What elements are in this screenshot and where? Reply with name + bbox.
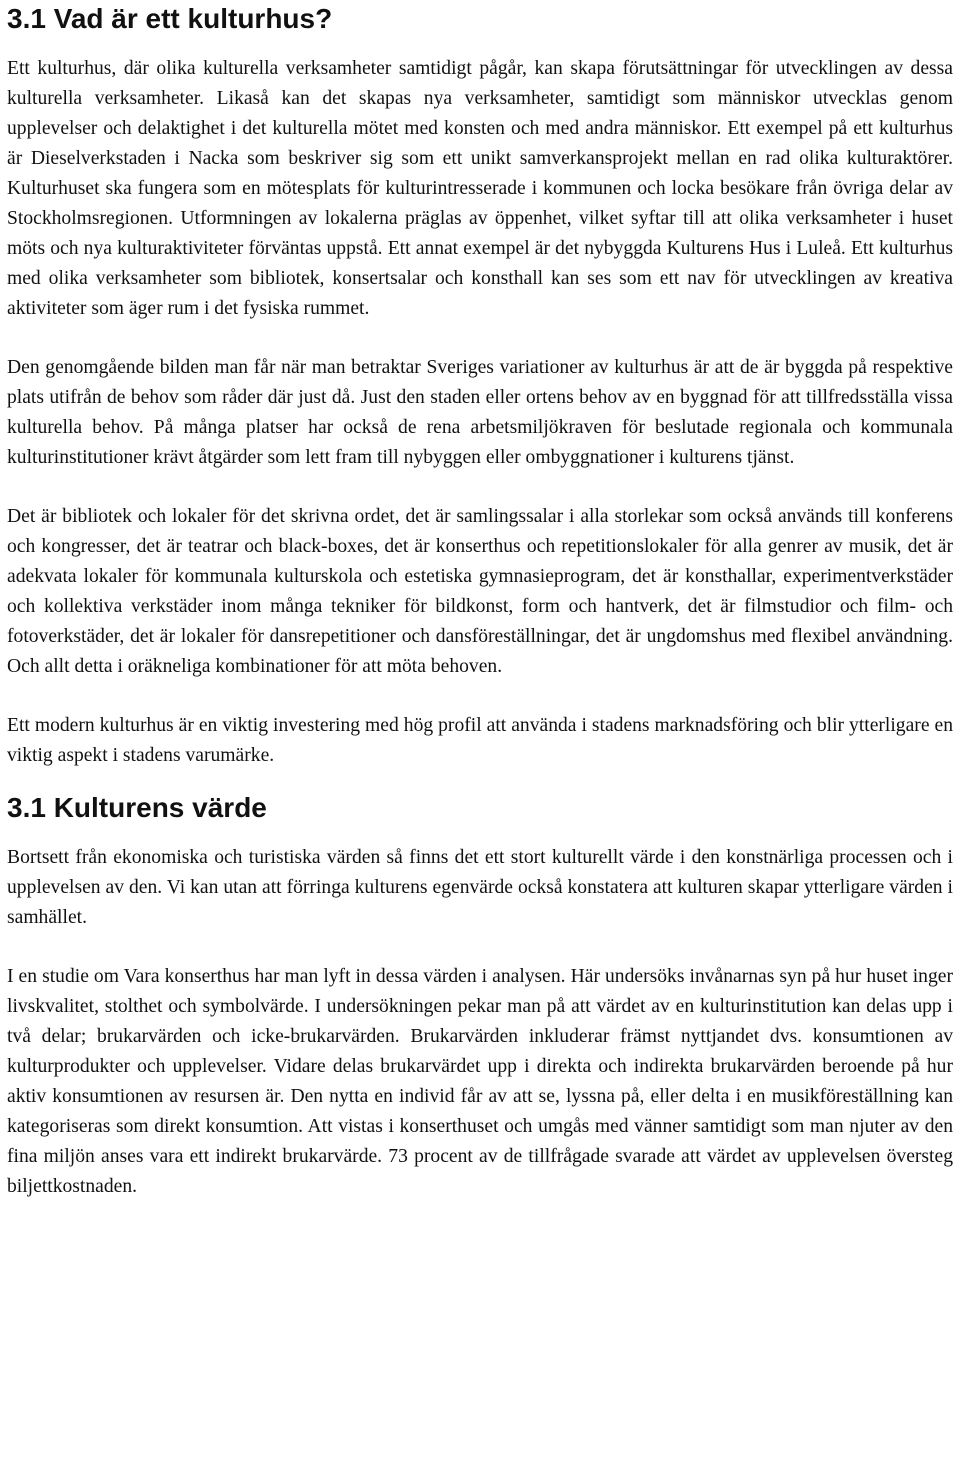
document-page xyxy=(7,0,953,1202)
body-paragraph: I en studie om Vara konserthus har man lyft in dessa värden i analysen. Här undersöks invånarnas syn på hur huset inger livskvalitet, stolthet och symbolvärde. I undersökningen pekar man på att värdet av en kulturinstitution kan delas upp i två delar; brukarvärden och icke-brukarvärden. Brukarvärden inkluderar främst nyttjandet dvs. konsumtionen av kulturprodukter och upplevelser. Vidare delas brukarvärdet upp i direkta och indirekta brukarvärden beroende på hur aktiv konsumtionen av resursen är. Den nytta en individ får av att se, lyssna på, eller delta i en musikföreställning kan kategoriseras som direkt konsumtion. Att vistas i konserthuset och umgås med vänner samtidigt som man njuter av den fina miljön anses vara ett indirekt brukarvärde. 73 procent av de tillfrågade svarade att värdet av upplevelsen översteg biljettkostnaden. xyxy=(7,966,953,1197)
section-heading: 3.1 Vad är ett kulturhus? xyxy=(7,3,333,34)
body-paragraph: Bortsett från ekonomiska och turistiska värden så finns det ett stort kulturellt värde i den konstnärliga processen och i upplevelsen av den. Vi kan utan att förringa kulturens egenvärde också konstatera att kulturen skapar ytterligare värden i samhället. xyxy=(7,847,953,928)
section-heading: 3.1 Kulturens värde xyxy=(7,792,267,823)
body-paragraph: Ett modern kulturhus är en viktig investering med hög profil att använda i stadens marknadsföring och blir ytterligare en viktig aspekt i stadens varumärke. xyxy=(7,715,953,766)
body-paragraph: Den genomgående bilden man får när man betraktar Sveriges variationer av kulturhus är att de är byggda på respektive plats utifrån de behov som råder där just då. Just den staden eller ortens behov av en byggnad för att tillfredsställa vissa kulturella behov. På många platser har också de rena arbetsmiljökraven för beslutade regionala och kommunala kulturinstitutioner krävt åtgärder som lett fram till nybyggen eller ombyggnationer i kulturens tjänst. xyxy=(7,357,953,468)
body-paragraph: Ett kulturhus, där olika kulturella verksamheter samtidigt pågår, kan skapa förutsättningar för utvecklingen av dessa kulturella verksamheter. Likaså kan det skapas nya verksamheter, samtidigt som människor utvecklas genom upplevelser och delaktighet i det kulturella mötet med konsten och med andra människor. Ett exempel på ett kulturhus är Dieselverkstaden i Nacka som beskriver sig som ett unikt samverkansprojekt mellan en rad olika kulturaktörer. Kulturhuset ska fungera som en mötesplats för kulturintresserade i kommunen och locka besökare från övriga delar av Stockholmsregionen. Utformningen av lokalerna präglas av öppenhet, vilket syftar till att olika verksamheter i huset möts och nya kulturaktiviteter förväntas uppstå. Ett annat exempel är det nybyggda Kulturens Hus i Luleå. Ett kulturhus med olika verksamheter som bibliotek, konsertsalar och konsthall kan ses som ett nav för utvecklingen av kreativa aktiviteter som äger rum i det fysiska rummet. xyxy=(7,58,953,319)
body-paragraph: Det är bibliotek och lokaler för det skrivna ordet, det är samlingssalar i alla storlekar som också används till konferens och kongresser, det är teatrar och black-boxes, det är konserthus och repetitionslokaler för alla genrer av musik, det är adekvata lokaler för kommunala kulturskola och estetiska gymnasieprogram, det är konsthallar, experimentverkstäder och kollektiva verkstäder inom många tekniker för bildkonst, form och hantverk, det är filmstudior och film- och fotoverkstäder, det är lokaler för dansrepetitioner och dansföreställningar, det är ungdomshus med flexibel användning. Och allt detta i oräkneliga kombinationer för att möta behoven. xyxy=(7,506,953,677)
